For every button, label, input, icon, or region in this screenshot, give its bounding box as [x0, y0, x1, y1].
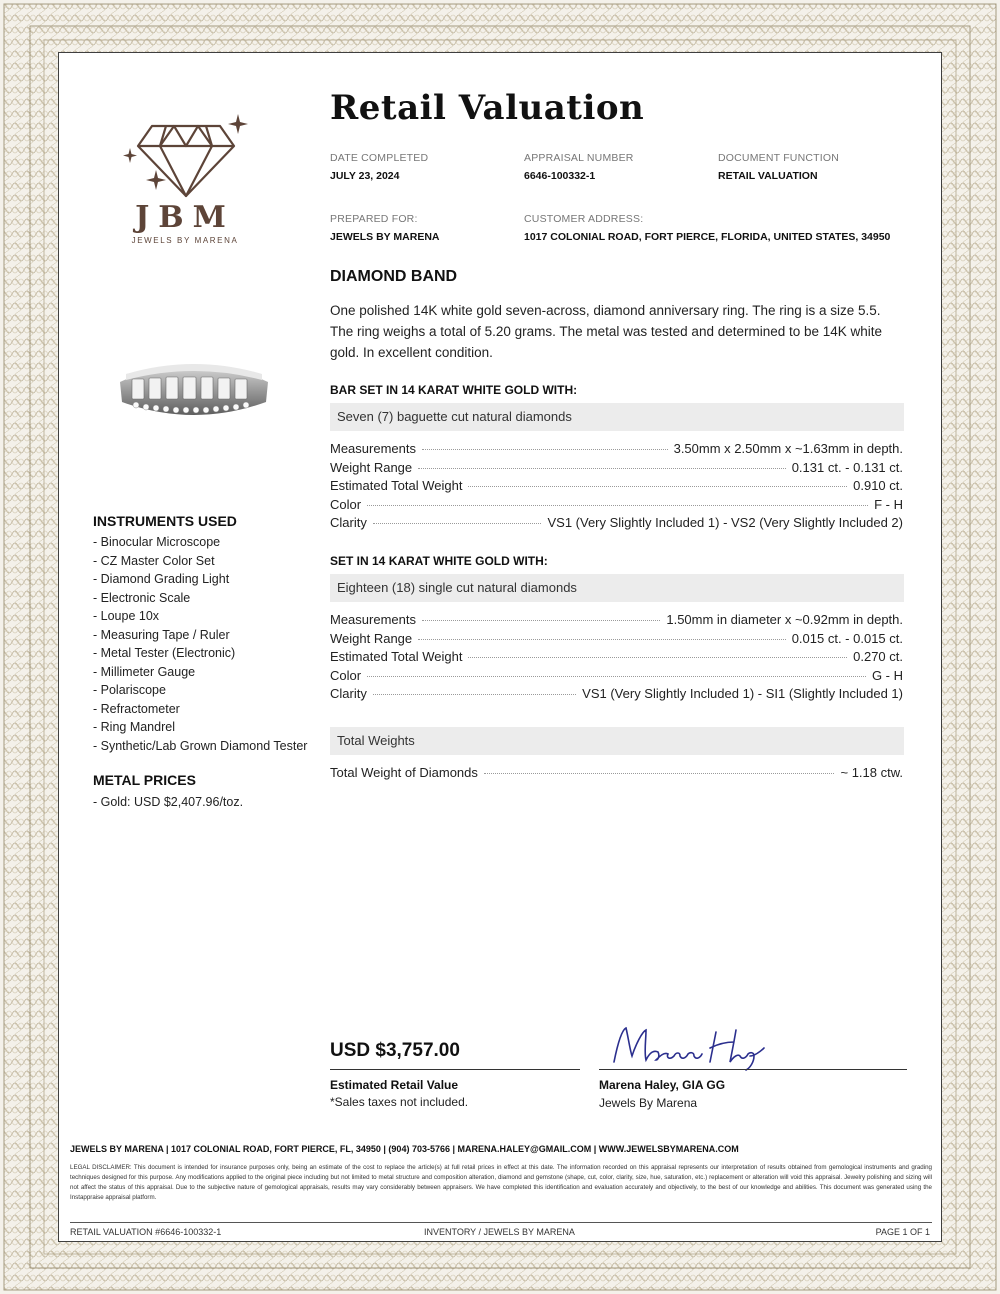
prepared-for-value: JEWELS BY MARENA	[330, 231, 440, 243]
footer-inventory: INVENTORY / JEWELS BY MARENA	[424, 1227, 575, 1237]
group-heading-single-cut: SET IN 14 KARAT WHITE GOLD WITH:	[330, 554, 548, 568]
spec-label: Clarity	[330, 515, 367, 530]
spec-row	[330, 441, 903, 460]
spec-value: VS1 (Very Slightly Included 1) - SI1 (Slightly Included 1)	[582, 686, 903, 701]
spec-label: Estimated Total Weight	[330, 649, 463, 664]
spec-label: Weight Range	[330, 630, 413, 646]
ring-photo	[112, 352, 276, 424]
list-item: - Metal Tester (Electronic)	[93, 646, 236, 660]
document-function-label: DOCUMENT FUNCTION	[718, 152, 840, 164]
appraisal-number-value: 6646-100332-1	[524, 170, 596, 182]
instruments-list	[93, 533, 307, 755]
spec-value: F - H	[874, 496, 903, 512]
date-completed-label: DATE COMPLETED	[330, 152, 429, 164]
footer-contact: JEWELS BY MARENA | 1017 COLONIAL ROAD, FORT PIERCE, FL, 34950 | (904) 703-5766 | MARENA.HALEY@GMAIL.COM | WWW.JEWELSBYMARENA.COM	[70, 1144, 739, 1154]
footer-reference: RETAIL VALUATION #6646-100332-1	[70, 1227, 222, 1237]
spec-value: 0.910 ct.	[853, 478, 903, 493]
appraiser-org: Jewels By Marena	[599, 1096, 698, 1110]
list-item: - CZ Master Color Set	[93, 553, 215, 568]
spec-row	[330, 649, 903, 668]
list-item: - Synthetic/Lab Grown Diamond Tester	[93, 738, 308, 753]
appraiser-signature	[600, 1022, 770, 1072]
totals-band: Total Weights	[330, 727, 904, 755]
logo-wordmark: JBM	[135, 200, 235, 235]
list-item: - Loupe 10x	[93, 609, 160, 623]
appraisal-number-label: APPRAISAL NUMBER	[524, 152, 634, 164]
footer-page-number: PAGE 1 OF 1	[875, 1227, 930, 1237]
legal-disclaimer: LEGAL DISCLAIMER: This document is intended for insurance purposes only, being an estimate of the cost to replace the article(s) at full retail prices in effect at this date. The information recorded on this appraisal represents our interpretation of results obtained from gemological instruments and grading techniques designed for this purpose. Any modifications applied to the original piece including but not limited to metal structure and composition alteration, diamond and gemstone (shape, cut, color, clarity, size, hue, saturation, etc.) replacement or alteration will void this appraisal. Jewelry polishing and sizing will not affect the status of this appraisal. Due to the subjective nature of gemological appraisals, results may vary considerably between appraisers. We have completed this identification and evaluation accurately and objectively, to the best of our knowledge and abilities. This document was generated using the Instappraise appraisal platform.	[70, 1164, 932, 1201]
spec-value: 0.131 ct. - 0.131 ct.	[791, 459, 903, 475]
spec-label: Total Weight of Diamonds	[330, 765, 478, 780]
retail-value: USD $3,757.00	[330, 1040, 460, 1061]
spec-label: Color	[330, 496, 362, 512]
list-item: - Diamond Grading Light	[93, 572, 230, 586]
metal-prices-heading: METAL PRICES	[93, 772, 196, 788]
group-band-single-cut: Eighteen (18) single cut natural diamonds	[330, 574, 904, 602]
list-item: - Refractometer	[93, 701, 180, 716]
signature-rule	[599, 1069, 907, 1070]
list-item: - Polariscope	[93, 683, 166, 697]
spec-value: VS1 (Very Slightly Included 1) - VS2 (Very Slightly Included 2)	[547, 515, 903, 530]
spec-row	[330, 460, 903, 479]
prepared-for-label: PREPARED FOR:	[330, 213, 418, 225]
spec-label: Measurements	[330, 441, 416, 456]
spec-row	[330, 497, 903, 516]
list-item: - Ring Mandrel	[93, 720, 175, 734]
customer-address-value: 1017 COLONIAL ROAD, FORT PIERCE, FLORIDA, UNITED STATES, 34950	[524, 231, 891, 243]
list-item: - Gold: USD $2,407.96/toz.	[93, 795, 244, 809]
spec-label: Weight Range	[330, 459, 413, 475]
list-item: - Electronic Scale	[93, 590, 191, 605]
appraiser-name: Marena Haley, GIA GG	[599, 1078, 726, 1092]
spec-value: 0.015 ct. - 0.015 ct.	[791, 630, 903, 646]
spec-row	[330, 631, 903, 650]
spec-value: G - H	[871, 667, 903, 683]
spec-row	[330, 668, 903, 687]
spec-table-single-cut	[330, 612, 903, 705]
metal-prices-list	[93, 793, 243, 812]
instruments-heading: INSTRUMENTS USED	[93, 513, 237, 529]
logo-subtitle: JEWELS BY MARENA	[131, 236, 239, 245]
customer-address-label: CUSTOMER ADDRESS:	[524, 213, 644, 225]
list-item: - Millimeter Gauge	[93, 664, 196, 679]
tax-note: *Sales taxes not included.	[330, 1095, 469, 1109]
footer-divider	[70, 1222, 932, 1223]
spec-value: 0.270 ct.	[853, 649, 903, 664]
document-function-value: RETAIL VALUATION	[718, 170, 818, 182]
list-item: - Binocular Microscope	[93, 535, 221, 549]
spec-row	[330, 686, 903, 705]
item-description: One polished 14K white gold seven-across, diamond anniversary ring. The ring is a size 5.5. The ring weighs a total of 5.20 grams. The metal was tested and determined to be 14K white gold. In excellent condition.	[330, 303, 883, 360]
retail-value-label: Estimated Retail Value	[330, 1078, 459, 1092]
spec-row	[330, 478, 903, 497]
spec-label: Color	[330, 667, 362, 683]
spec-value: ~ 1.18 ctw.	[840, 765, 903, 780]
spec-label: Clarity	[330, 686, 367, 701]
item-title: DIAMOND BAND	[330, 268, 458, 285]
spec-value: 3.50mm x 2.50mm x ~1.63mm in depth.	[673, 441, 903, 456]
list-item: - Measuring Tape / Ruler	[93, 627, 230, 642]
value-rule	[330, 1069, 580, 1070]
spec-table-baguette	[330, 441, 903, 534]
spec-value: 1.50mm in diameter x ~0.92mm in depth.	[666, 612, 903, 627]
page-title: Retail Valuation	[330, 88, 645, 128]
group-band-baguette: Seven (7) baguette cut natural diamonds	[330, 403, 904, 431]
spec-row	[330, 612, 903, 631]
spec-row	[330, 765, 903, 784]
group-heading-baguette: BAR SET IN 14 KARAT WHITE GOLD WITH:	[330, 383, 578, 397]
spec-row	[330, 515, 903, 534]
totals-table	[330, 765, 903, 784]
date-completed-value: JULY 23, 2024	[330, 170, 400, 182]
spec-label: Measurements	[330, 612, 416, 627]
spec-label: Estimated Total Weight	[330, 478, 463, 493]
